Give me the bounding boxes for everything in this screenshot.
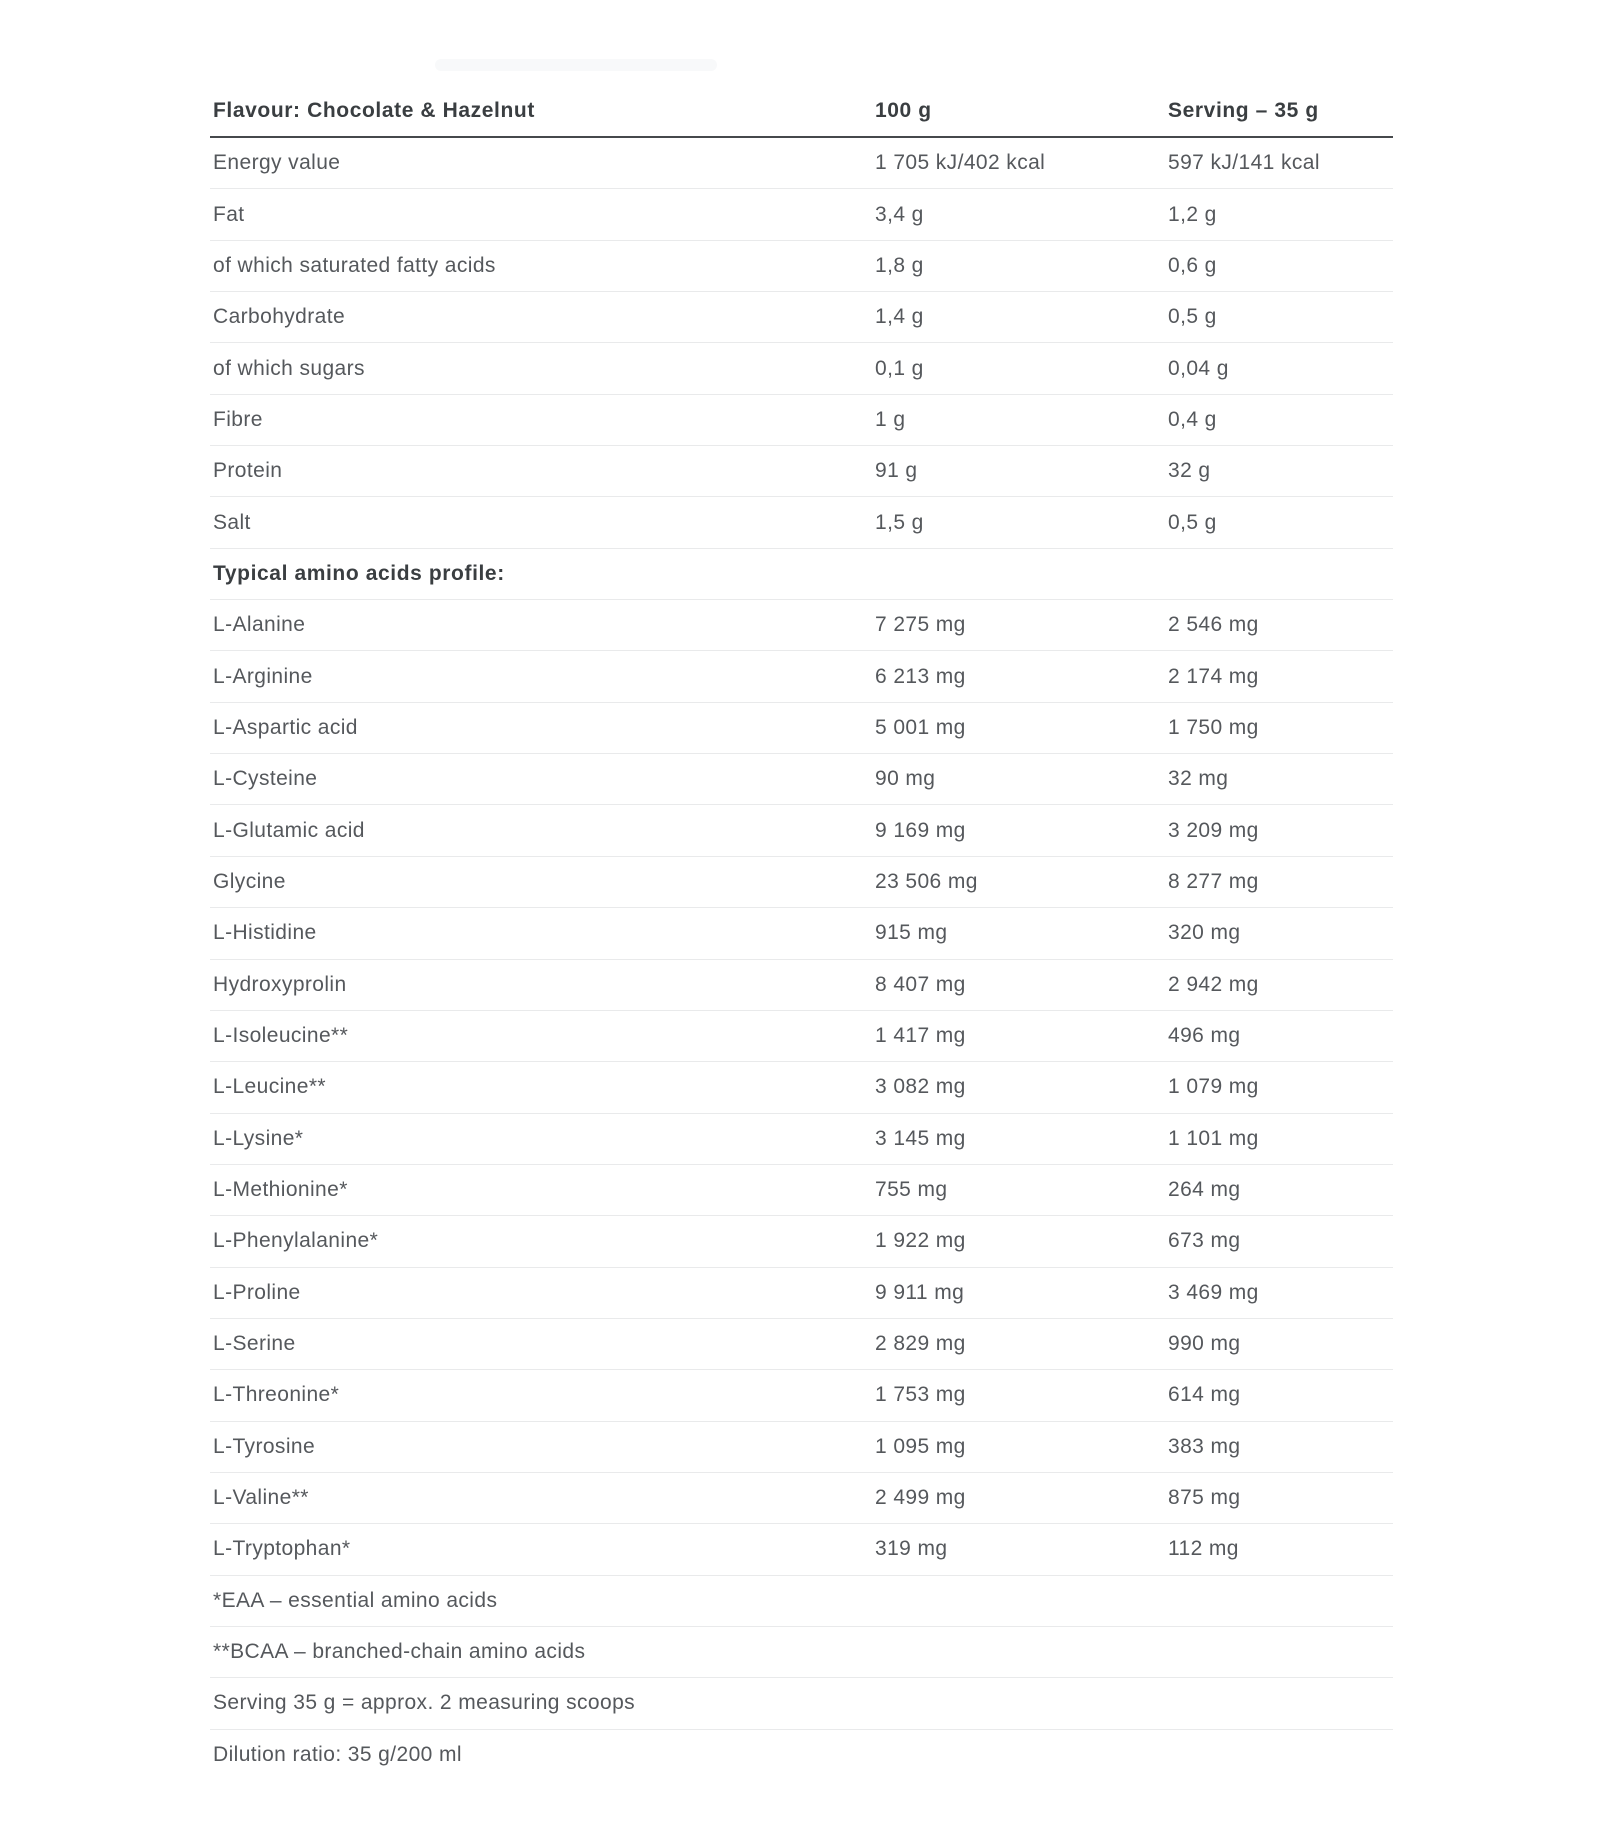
table-row <box>210 189 1393 240</box>
row-value-serving: 3 209 mg <box>1168 818 1259 842</box>
serving-header: Serving – 35 g <box>1168 99 1319 122</box>
row-label: L-Lysine* <box>213 1126 304 1150</box>
row-value-serving: 1 101 mg <box>1168 1126 1259 1150</box>
table-row <box>210 1524 1393 1575</box>
table-row <box>210 1370 1393 1421</box>
row-value-serving: 32 g <box>1168 459 1211 483</box>
row-label: L-Threonine* <box>213 1383 340 1407</box>
row-value-serving: 32 mg <box>1168 767 1229 791</box>
row-value-100g: 23 506 mg <box>875 869 978 893</box>
row-label: Fat <box>213 202 245 226</box>
row-value-serving: 383 mg <box>1168 1434 1241 1458</box>
row-value-100g: 5 001 mg <box>875 715 966 739</box>
table-row <box>210 1730 1393 1781</box>
table-row <box>210 138 1393 189</box>
table-row <box>210 600 1393 651</box>
row-label: Energy value <box>213 151 341 175</box>
row-value-100g: 1 753 mg <box>875 1383 966 1407</box>
row-value-100g: 1,4 g <box>875 305 924 329</box>
row-value-serving: 673 mg <box>1168 1229 1241 1253</box>
table-row <box>210 857 1393 908</box>
row-value-100g: 3,4 g <box>875 202 924 226</box>
row-value-100g: 755 mg <box>875 1178 948 1202</box>
row-value-serving: 0,04 g <box>1168 356 1229 380</box>
row-label: **BCAA – branched-chain amino acids <box>213 1640 586 1664</box>
row-value-serving: 0,5 g <box>1168 305 1217 329</box>
row-label: L-Methionine* <box>213 1178 348 1202</box>
row-label: L-Tryptophan* <box>213 1537 351 1561</box>
table-row <box>210 241 1393 292</box>
decorative-placeholder-bar <box>435 59 717 71</box>
row-value-100g: 8 407 mg <box>875 972 966 996</box>
row-value-100g: 3 082 mg <box>875 1075 966 1099</box>
row-label: L-Isoleucine** <box>213 1024 349 1048</box>
table-row <box>210 446 1393 497</box>
table-row <box>210 1627 1393 1678</box>
row-value-100g: 1 g <box>875 407 906 431</box>
row-label: Dilution ratio: 35 g/200 ml <box>213 1743 462 1767</box>
table-row <box>210 292 1393 343</box>
row-value-serving: 990 mg <box>1168 1332 1241 1356</box>
table-row <box>210 1114 1393 1165</box>
table-row <box>210 1165 1393 1216</box>
nutrition-table <box>210 86 1393 1781</box>
row-value-100g: 1,8 g <box>875 253 924 277</box>
row-value-100g: 1 922 mg <box>875 1229 966 1253</box>
table-row <box>210 651 1393 702</box>
row-value-100g: 6 213 mg <box>875 664 966 688</box>
table-row <box>210 497 1393 548</box>
row-value-serving: 597 kJ/141 kcal <box>1168 151 1320 175</box>
table-row <box>210 960 1393 1011</box>
row-value-serving: 1 079 mg <box>1168 1075 1259 1099</box>
row-label: L-Alanine <box>213 613 306 637</box>
row-value-100g: 3 145 mg <box>875 1126 966 1150</box>
row-value-serving: 320 mg <box>1168 921 1241 945</box>
row-value-100g: 1 095 mg <box>875 1434 966 1458</box>
row-label: L-Arginine <box>213 664 313 688</box>
row-label: L-Phenylalanine* <box>213 1229 379 1253</box>
table-row <box>210 1011 1393 1062</box>
row-value-100g: 2 499 mg <box>875 1486 966 1510</box>
row-value-serving: 3 469 mg <box>1168 1280 1259 1304</box>
table-row <box>210 703 1393 754</box>
table-row <box>210 754 1393 805</box>
row-label: Serving 35 g = approx. 2 measuring scoops <box>213 1691 636 1715</box>
table-row <box>210 1216 1393 1267</box>
row-label: Protein <box>213 459 283 483</box>
row-label: L-Serine <box>213 1332 296 1356</box>
row-value-serving: 496 mg <box>1168 1024 1241 1048</box>
table-row <box>210 343 1393 394</box>
row-label: of which sugars <box>213 356 365 380</box>
row-value-serving: 0,4 g <box>1168 407 1217 431</box>
row-value-100g: 7 275 mg <box>875 613 966 637</box>
table-row <box>210 1576 1393 1627</box>
table-row <box>210 1268 1393 1319</box>
row-label: Typical amino acids profile: <box>213 561 505 585</box>
row-value-serving: 8 277 mg <box>1168 869 1259 893</box>
table-row <box>210 1678 1393 1729</box>
row-label: Fibre <box>213 407 263 431</box>
row-value-100g: 1 705 kJ/402 kcal <box>875 151 1046 175</box>
flavour-header: Flavour: Chocolate & Hazelnut <box>213 99 535 122</box>
row-value-100g: 2 829 mg <box>875 1332 966 1356</box>
table-row <box>210 908 1393 959</box>
row-label: L-Proline <box>213 1280 301 1304</box>
row-value-100g: 9 169 mg <box>875 818 966 842</box>
row-value-serving: 2 942 mg <box>1168 972 1259 996</box>
row-label: Hydroxyprolin <box>213 972 347 996</box>
row-value-100g: 91 g <box>875 459 918 483</box>
row-label: *EAA – essential amino acids <box>213 1588 498 1612</box>
row-value-100g: 319 mg <box>875 1537 948 1561</box>
row-value-serving: 2 174 mg <box>1168 664 1259 688</box>
row-value-serving: 1,2 g <box>1168 202 1217 226</box>
row-label: Salt <box>213 510 251 534</box>
row-value-100g: 915 mg <box>875 921 948 945</box>
table-row <box>210 1062 1393 1113</box>
table-row <box>210 1473 1393 1524</box>
nutrition-table-body <box>210 138 1393 1781</box>
row-value-serving: 2 546 mg <box>1168 613 1259 637</box>
row-value-100g: 9 911 mg <box>875 1280 965 1304</box>
table-row <box>210 1319 1393 1370</box>
row-value-serving: 1 750 mg <box>1168 715 1259 739</box>
table-row <box>210 395 1393 446</box>
row-value-100g: 90 mg <box>875 767 936 791</box>
row-label: L-Aspartic acid <box>213 715 358 739</box>
per-100g-header: 100 g <box>875 99 932 122</box>
table-row <box>210 1422 1393 1473</box>
row-value-serving: 0,6 g <box>1168 253 1217 277</box>
row-value-serving: 112 mg <box>1168 1537 1239 1561</box>
row-value-serving: 0,5 g <box>1168 510 1217 534</box>
row-label: L-Tyrosine <box>213 1434 316 1458</box>
table-row <box>210 805 1393 856</box>
row-value-100g: 1 417 mg <box>875 1024 966 1048</box>
table-header-row <box>210 86 1393 138</box>
row-label: L-Histidine <box>213 921 317 945</box>
table-row <box>210 549 1393 600</box>
row-value-serving: 875 mg <box>1168 1486 1241 1510</box>
row-value-serving: 614 mg <box>1168 1383 1241 1407</box>
row-label: Carbohydrate <box>213 305 346 329</box>
row-label: L-Cysteine <box>213 767 318 791</box>
row-label: Glycine <box>213 869 286 893</box>
row-label: L-Glutamic acid <box>213 818 365 842</box>
row-value-100g: 0,1 g <box>875 356 924 380</box>
row-value-100g: 1,5 g <box>875 510 924 534</box>
row-label: L-Valine** <box>213 1486 309 1510</box>
row-label: of which saturated fatty acids <box>213 253 496 277</box>
row-label: L-Leucine** <box>213 1075 326 1099</box>
row-value-serving: 264 mg <box>1168 1178 1241 1202</box>
